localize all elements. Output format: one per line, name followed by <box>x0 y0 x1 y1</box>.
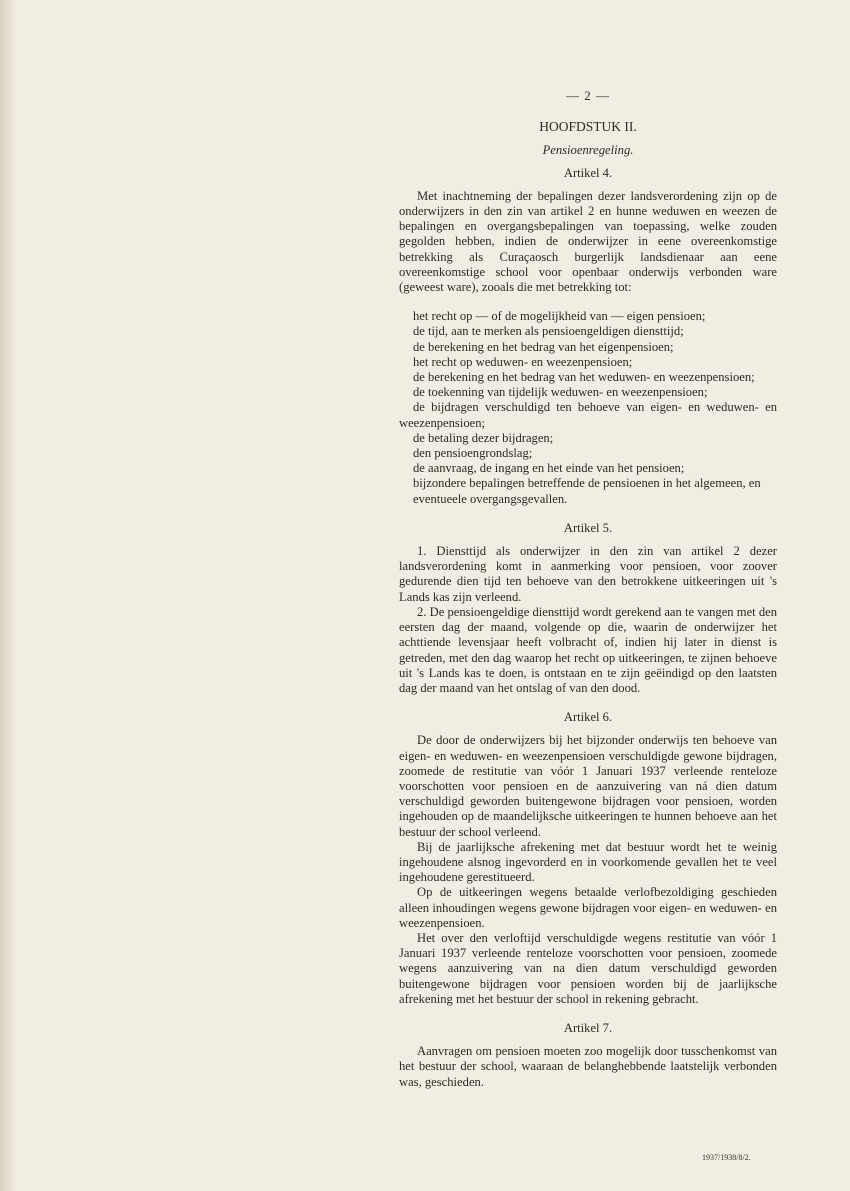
list-item: bijzondere bepalingen betreffende de pensioenen in het algemeen, en <box>413 476 761 491</box>
article-6-title: Artikel 6. <box>563 710 613 725</box>
list-item: den pensioengrondslag; <box>413 446 533 461</box>
list-item: de betaling dezer bijdragen; <box>413 430 554 445</box>
article-5-title: Artikel 5. <box>563 520 613 535</box>
article-6-paragraph: Op de uitkeeringen wegens betaalde verlofbezoldiging geschieden alleen inhoudingen wegens gewone bijdragen voor eigen- en weduwen- en weezenpensioen. <box>399 885 777 930</box>
list-item: de tijd, aan te merken als pensioengeldigen diensttijd; <box>413 324 684 339</box>
article-5-paragraph: 2. De pensioengeldige diensttijd wordt gerekend aan te vangen met den eersten dag der maand, volgende op die, waarin de onderwijzer het achttiende levensjaar heeft volbracht of, indien hij later in dienst is getreden, met den dag waarop het recht op uitkeeringen, te zijnen behoeve uit 's Lands kas te doen, is ontstaan en te zijn geëindigd op den laatsten dag der maand van het ontslag of van den dood. <box>399 604 777 695</box>
article-7-paragraph: Aanvragen om pensioen moeten zoo mogelijk door tusschenkomst van het bestuur der school, waaraan de belanghebbende laatstelijk verbonden was, geschieden. <box>399 1044 777 1089</box>
list-item: eventueele overgangsgevallen. <box>413 491 568 506</box>
list-item: het recht op weduwen- en weezenpensioen; <box>413 354 633 369</box>
list-item: de berekening en het bedrag van het weduwen- en weezenpensioen; <box>413 370 755 385</box>
article-6-paragraph: Bij de jaarlijksche afrekening met dat bestuur wordt het te weinig ingehoudene alsnog ingevorderd en in voorkomende gevallen het te veel ingehoudene gerestitueerd. <box>399 839 777 885</box>
page-fold-shadow <box>0 0 14 1191</box>
article-7-title: Artikel 7. <box>563 1020 613 1035</box>
article-4-title: Artikel 4. <box>563 165 613 180</box>
footer-code: 1937/1938/8/2. <box>702 1153 751 1162</box>
chapter-subtitle: Pensioenregeling. <box>542 143 634 158</box>
article-5-paragraph: 1. Diensttijd als onderwijzer in den zin van artikel 2 dezer landsverordening komt in aanmerking voor pensioen, voor zoover gedurende dien tijd ten behoeve van den betrokkene uitkeeringen uit 's Lands kas zijn verleend. <box>399 544 777 604</box>
article-4-intro: Met inachtneming der bepalingen dezer landsverordening zijn op de onderwijzers in den zin van artikel 2 en hunne weduwen en weezen de bepalingen en overgangsbepalingen van toepassing, welke zouden gegolden hebben, indien de onderwijzer in eene overeenkomstige betrekking als Curaçaosch burgerlijk landsdienaar aan eene overeenkomstige school voor openbaar onderwijs verbonden ware (geweest ware), zooals die met betrekking tot: <box>399 188 777 295</box>
article-4-list <box>399 309 777 507</box>
list-item: de berekening en het bedrag van het eigenpensioen; <box>413 339 674 354</box>
chapter-heading: HOOFDSTUK II. <box>539 119 637 135</box>
text-column <box>399 88 777 1090</box>
list-item: de toekenning van tijdelijk weduwen- en weezenpensioen; <box>413 385 708 400</box>
page-number: — 2 — <box>566 88 610 103</box>
article-6-paragraph: Het over den verloftijd verschuldigde wegens restitutie van vóór 1 Januari 1937 verleende renteloze voorschotten voor pensioen, zoomede wegens aanzuivering van na dien datum verschuldigd geworden buitengewone bijdragen voor pensioen worden bij de jaarlijksche afrekening met het bestuur der school in rekening gebracht. <box>399 930 777 1006</box>
article-6-paragraph: De door de onderwijzers bij het bijzonder onderwijs ten behoeve van eigen- en weduwen- en weezenpensioen verschuldigde gewone bijdragen, zoomede de restitutie van vóór 1 Januari 1937 verleende renteloze voorschotten voor pensioen en de aanzuivering van ná dien datum verschuldigd geworden buitengewone bijdragen voor pensioen, worden ingehouden op de maandelijksche uitkeeringen te hunnen behoeve aan het bestuur der school verleend. <box>399 733 777 839</box>
list-item: de aanvraag, de ingang en het einde van het pensioen; <box>413 461 685 476</box>
list-item: het recht op — of de mogelijkheid van — eigen pensioen; <box>413 309 706 324</box>
list-item: de bijdragen verschuldigd ten behoeve van eigen- en weduwen- en weezenpensioen; <box>399 400 777 430</box>
